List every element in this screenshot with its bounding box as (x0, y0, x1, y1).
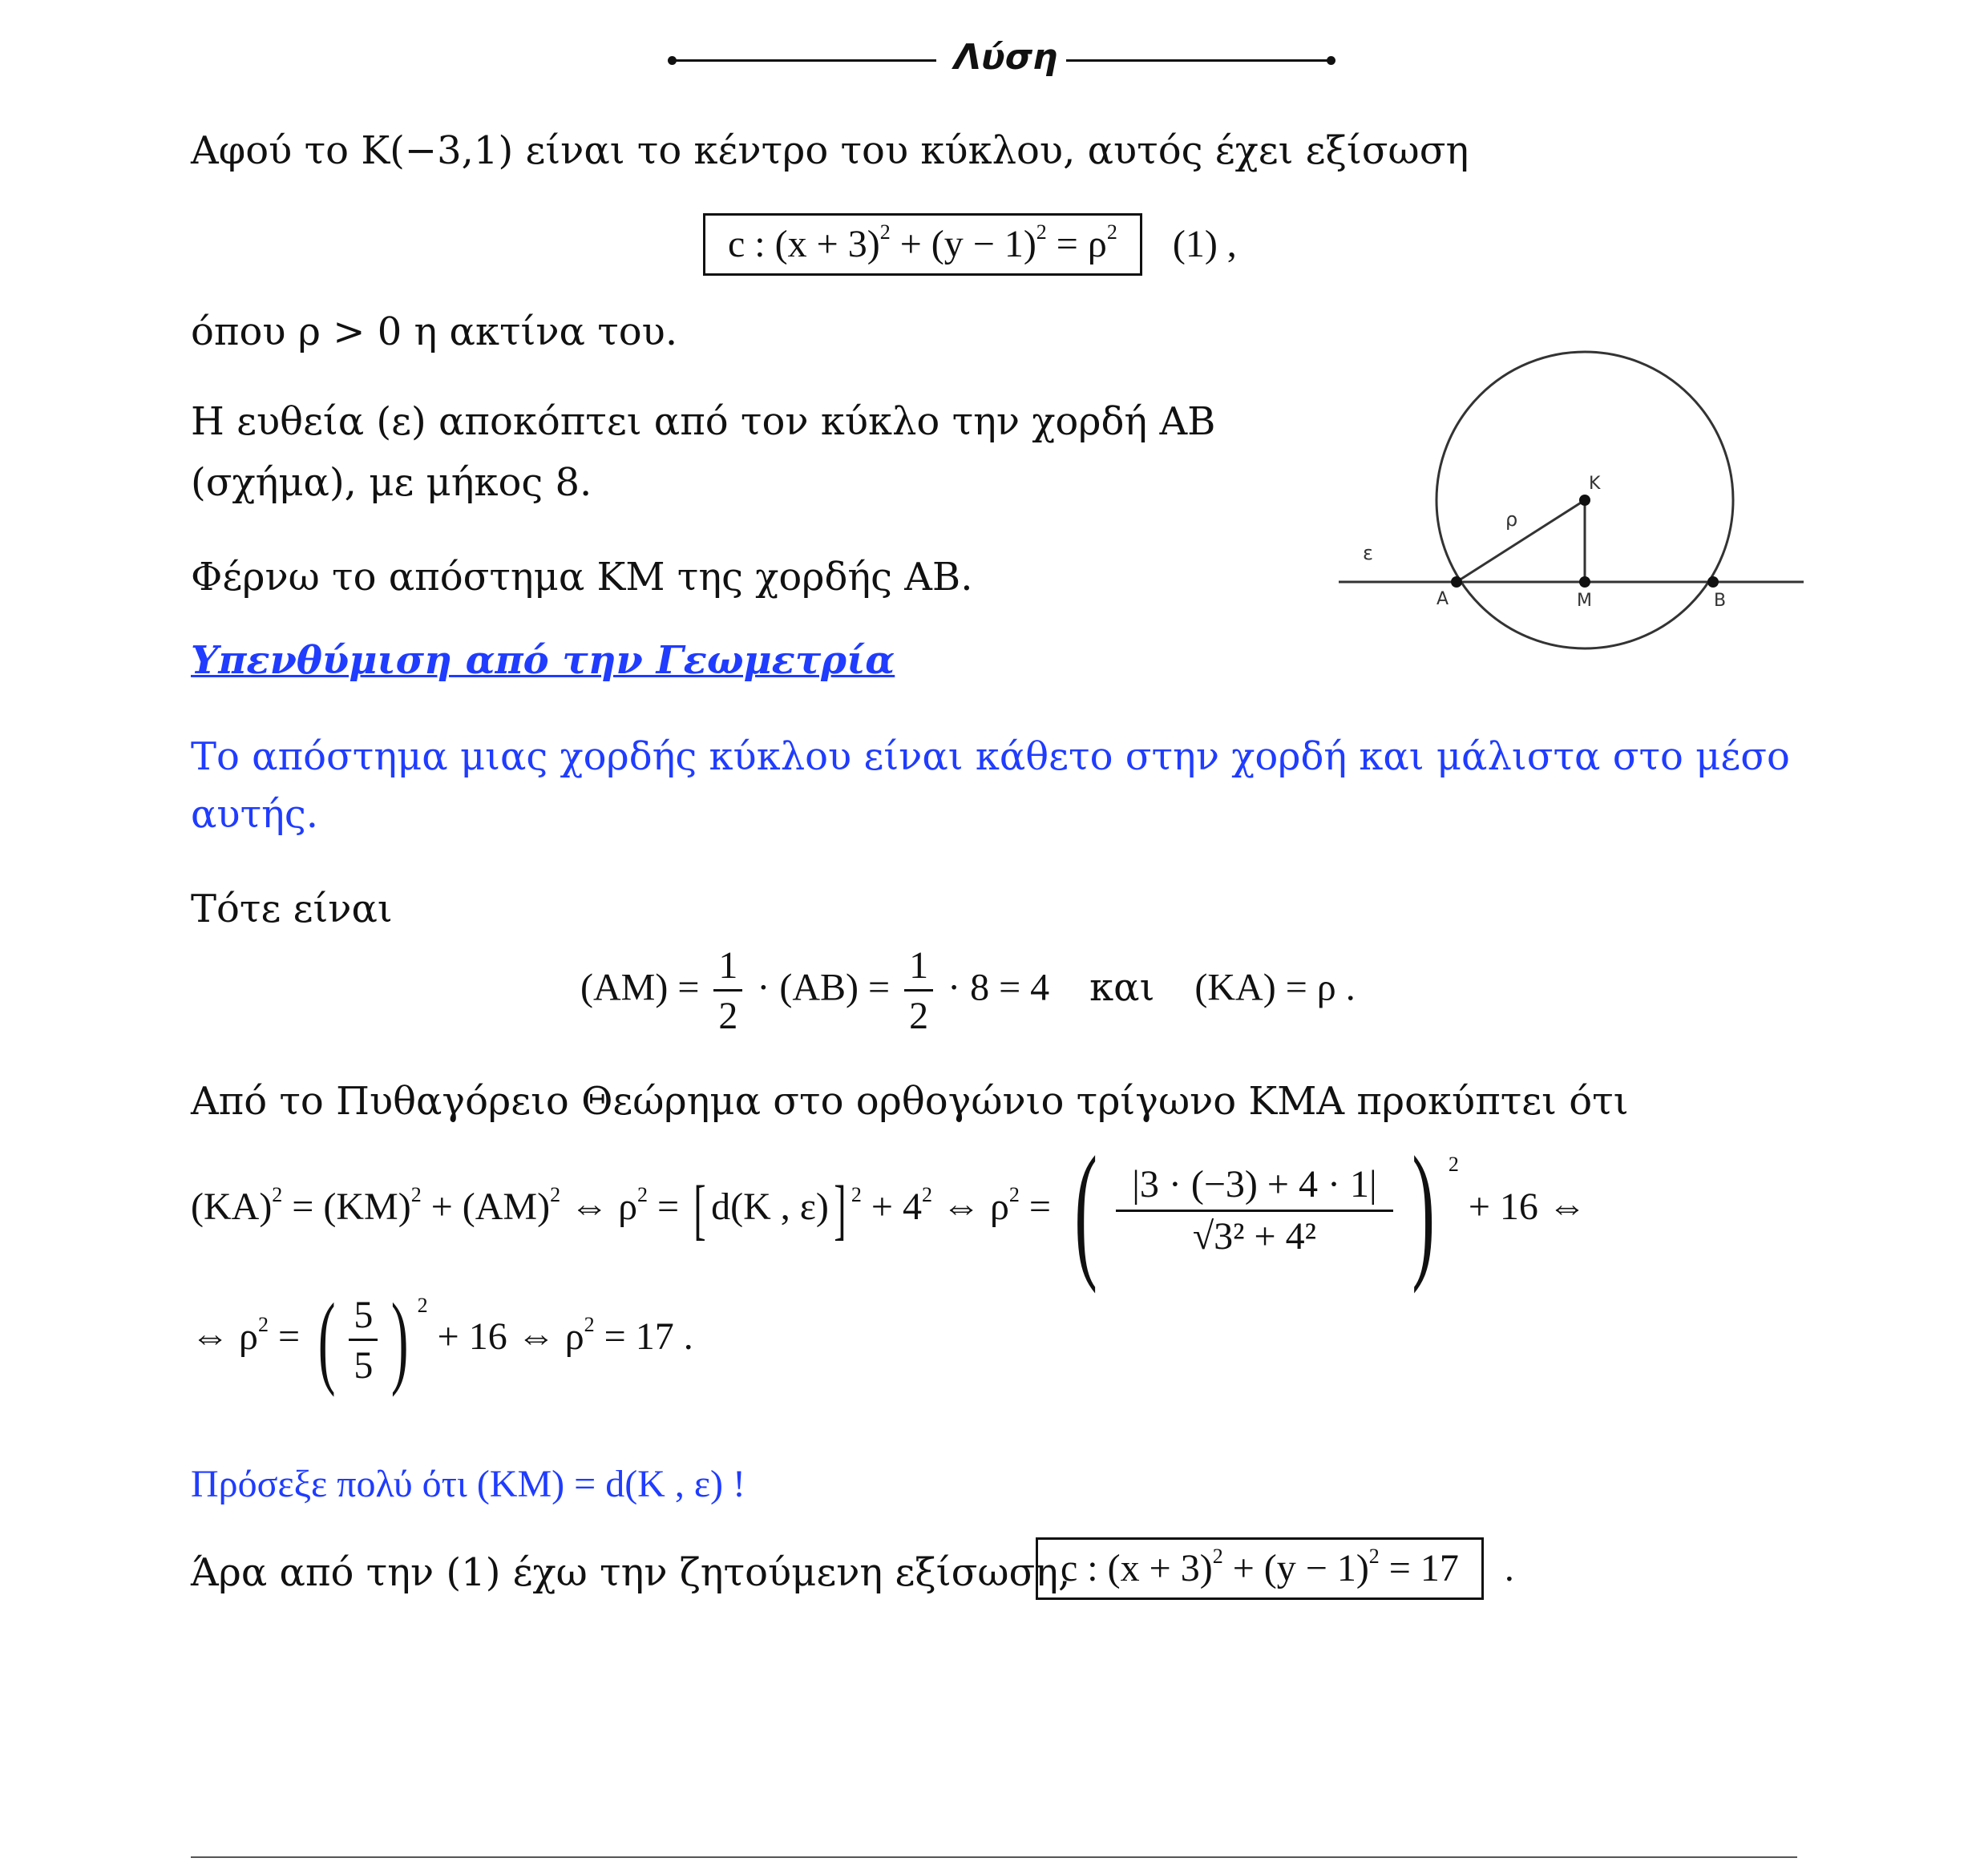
bracket-left: [ (693, 1173, 706, 1247)
final-equation: c : $(x + 3)^2 + (y - 1)^2 = 17$ . (1036, 1537, 1514, 1600)
paragraph-intro: Αφού το K(−3,1) είναι το κέντρο του κύκλου, αυτός έχει εξίσωση (191, 128, 1469, 173)
paren-right: ) (1411, 1126, 1435, 1294)
label-B: B (1714, 591, 1727, 611)
paren-left-small: ( (317, 1282, 336, 1398)
label-A: A (1436, 589, 1449, 609)
paragraph-chord-line2: (σχήμα), με μήκος 8. (191, 460, 592, 505)
paren-left: ( (1074, 1126, 1097, 1294)
bracket-right: ] (834, 1173, 847, 1247)
label-rho: ρ (1505, 508, 1518, 531)
geometry-figure (1331, 345, 1812, 665)
paragraph-chord-line1: Η ευθεία (ε) αποκόπτει από τον κύκλο την χορδή ΑΒ (191, 399, 1216, 444)
fraction-half: $\frac{1}{2}$ (713, 946, 742, 1036)
header-rule-left (672, 59, 936, 62)
fraction-five: $\frac{5}{5}$ (349, 1295, 378, 1386)
paren-right-small: ) (391, 1282, 409, 1398)
fraction-distance: $\frac{|3 \cdot (-3) + 4 \cdot 1|}{\text{√3² + 4²}}$ (1116, 1165, 1392, 1257)
header-dot-right (1327, 56, 1335, 65)
header-rule-right (1066, 59, 1331, 62)
point-M (1579, 576, 1590, 588)
equation-result: ⇔ $\rho^2$ = ( $\frac{5}{5}$ ) $^2$ + 16 ⇔ $\rho^2 = 17$ . (191, 1282, 693, 1398)
point-B (1707, 576, 1719, 588)
equation-ref: (1) , (1172, 223, 1237, 265)
reminder-text-line1: Το απόστημα μιας χορδής κύκλου είναι κάθετο στην χορδή και μάλιστα στο μέσο (191, 734, 1790, 779)
header-dot-left (668, 56, 677, 65)
final-text: Άρα από την (1) έχω την ζητούμενη εξίσωση, (191, 1550, 1071, 1595)
paragraph-apothem: Φέρνω το απόστημα ΚΜ της χορδής ΑΒ. (191, 555, 973, 600)
reminder-text-line2: αυτής. (191, 792, 319, 837)
note-text: Πρόσεξε πολύ ότι (KM) = d(K , ε) ! (191, 1463, 746, 1505)
equation-box: c : $(x + 3)^2 + (y - 1)^2 = \rho^2$ (703, 213, 1142, 276)
paragraph-then: Τότε είναι (191, 887, 393, 931)
label-M: M (1577, 591, 1592, 611)
footer-rule (191, 1856, 1797, 1858)
header-title: Λύση (954, 37, 1058, 78)
final-equation-box: c : $(x + 3)^2 + (y - 1)^2 = 17$ (1036, 1537, 1484, 1600)
paragraph-pythagoras: Από το Πυθαγόρειο Θεώρημα στο ορθογώνιο τρίγωνο ΚΜΑ προκύπτει ότι (191, 1079, 1629, 1124)
label-K: K (1589, 474, 1601, 494)
equation-pythagoras: (KA)$^2$ = (KM)$^2$ + (AM)$^2$ ⇔ $\rho^2$ = [ d(K , ε)] $^2 + 4^2$ ⇔ $\rho^2$ = ( $\frac{|3 \cdot (-3) + 4 \cdot 1|}{\text{√3² + 4²}}$ ) $^2$ + 16 ⇔ (191, 1126, 1586, 1294)
equation-circle-general (703, 213, 1237, 276)
paragraph-radius: όπου ρ > 0 η ακτίνα του. (191, 309, 678, 354)
reminder-title[interactable]: Υπενθύμιση από την Γεωμετρία (191, 638, 895, 683)
equation-lengths: (AM) = $\frac{1}{2}$ · (AB) = $\frac{1}{2}$ · 8 = 4 και (KA) = ρ . (580, 944, 1356, 1037)
point-K (1579, 495, 1590, 506)
radius-KA (1457, 500, 1585, 582)
fraction-half-2: $\frac{1}{2}$ (904, 946, 933, 1036)
label-epsilon: ε (1363, 542, 1373, 564)
point-A (1451, 576, 1462, 588)
